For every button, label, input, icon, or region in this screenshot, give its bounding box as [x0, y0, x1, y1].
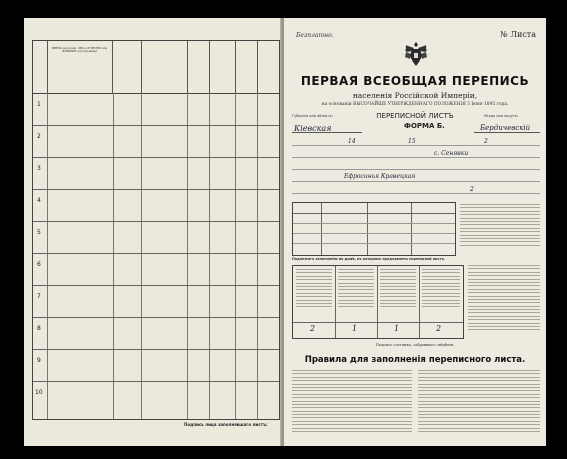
fill-line — [292, 145, 540, 146]
row-number: 8 — [37, 325, 41, 332]
tally-value: 1 — [352, 324, 358, 333]
table-header: Подлежитъ заполненію въ домѣ, въ которомъ предъявленъ переписной листъ. — [292, 257, 446, 261]
fill-line — [474, 132, 540, 133]
household-members-table — [32, 40, 280, 420]
decree-line: на основаніи ВЫСОЧАЙШЕ УТВЕРЖДЕННАГО ПОЛОЖЕНІЯ 5 Іюня 1895 года. — [321, 102, 509, 107]
row-divider — [33, 253, 279, 254]
owner-value: Ефросинья Кравецкая — [344, 173, 416, 180]
right-page — [284, 18, 546, 446]
row-number: 9 — [37, 357, 41, 364]
row-divider — [33, 349, 279, 350]
document-title: ПЕРВАЯ ВСЕОБЩАЯ ПЕРЕПИСЬ — [300, 74, 530, 88]
column-divider — [209, 93, 210, 419]
column-divider — [257, 93, 258, 419]
row-divider — [33, 157, 279, 158]
fill-line — [292, 169, 540, 170]
tally-value: 2 — [436, 324, 442, 333]
row-number: 1 — [37, 101, 41, 108]
row-number: 10 — [35, 389, 43, 396]
row-number: 5 — [37, 229, 41, 236]
uezd-value: Бердичевскій — [480, 124, 531, 132]
rules-text-right — [418, 370, 540, 438]
signature-label: Подпись лица заполнявшаго листъ: — [184, 422, 268, 427]
row-number: 3 — [37, 165, 41, 172]
row-divider — [33, 221, 279, 222]
row-divider — [33, 285, 279, 286]
district-number: 14 — [348, 138, 356, 145]
column-divider — [113, 93, 114, 419]
row-number: 2 — [37, 133, 41, 140]
section-number: 15 — [408, 138, 416, 145]
fill-line — [292, 181, 540, 182]
column-divider — [141, 93, 142, 419]
column-divider — [187, 93, 188, 419]
row-number: 7 — [37, 293, 41, 300]
place-value: с. Сенявки — [434, 150, 469, 157]
header-col-8 — [257, 41, 279, 93]
fill-line — [292, 193, 540, 194]
tally-value: 1 — [394, 324, 400, 333]
row-divider — [33, 381, 279, 382]
guberniya-label: Губернія или область: — [292, 114, 334, 118]
left-page — [24, 18, 282, 446]
row-number: 4 — [37, 197, 41, 204]
census-form-spread — [24, 18, 546, 446]
rules-text-left — [292, 370, 412, 438]
header-col-3 — [113, 41, 142, 93]
row-divider — [33, 189, 279, 190]
column-divider — [47, 93, 48, 419]
count-value: 2 — [470, 186, 474, 193]
header-col-5 — [187, 41, 210, 93]
sheet-number-label: № Листа — [500, 30, 536, 39]
document-subtitle: населенія Россійской Имперіи, — [352, 91, 478, 100]
row-divider — [33, 317, 279, 318]
sheet-label: ПЕРЕПИСНОЙ ЛИСТЪ — [376, 112, 454, 120]
row-divider — [33, 125, 279, 126]
dwelling-table — [292, 202, 456, 256]
table-header — [33, 41, 279, 94]
header-col-names: ИМЕНА (мужские), ОВО и ОТЧЕСТВО или ФАМИЛИЯ, или прозвище — [47, 41, 113, 93]
free-label: Безплатно. — [296, 32, 334, 39]
instructions-block — [468, 265, 540, 337]
rules-title: Правила для заполненія переписного листа. — [304, 355, 526, 365]
double-headed-eagle-icon — [403, 40, 429, 68]
row-number: 6 — [37, 261, 41, 268]
instructions-block — [460, 204, 540, 252]
header-col-4 — [141, 41, 188, 93]
tally-value: 2 — [310, 324, 316, 333]
header-col-number — [33, 41, 48, 93]
form-label: ФОРМА Б. — [404, 122, 445, 130]
sub-number: 2 — [484, 138, 488, 145]
header-col-6 — [209, 41, 236, 93]
fill-line — [292, 157, 540, 158]
header-col-7 — [235, 41, 258, 93]
signature-note: Подпись счетчика, собравшаго свѣдѣнія: — [375, 343, 455, 347]
column-divider — [235, 93, 236, 419]
uezd-label: Уѣздъ или округъ: — [484, 114, 519, 118]
guberniya-value: Кіевская — [294, 124, 332, 133]
